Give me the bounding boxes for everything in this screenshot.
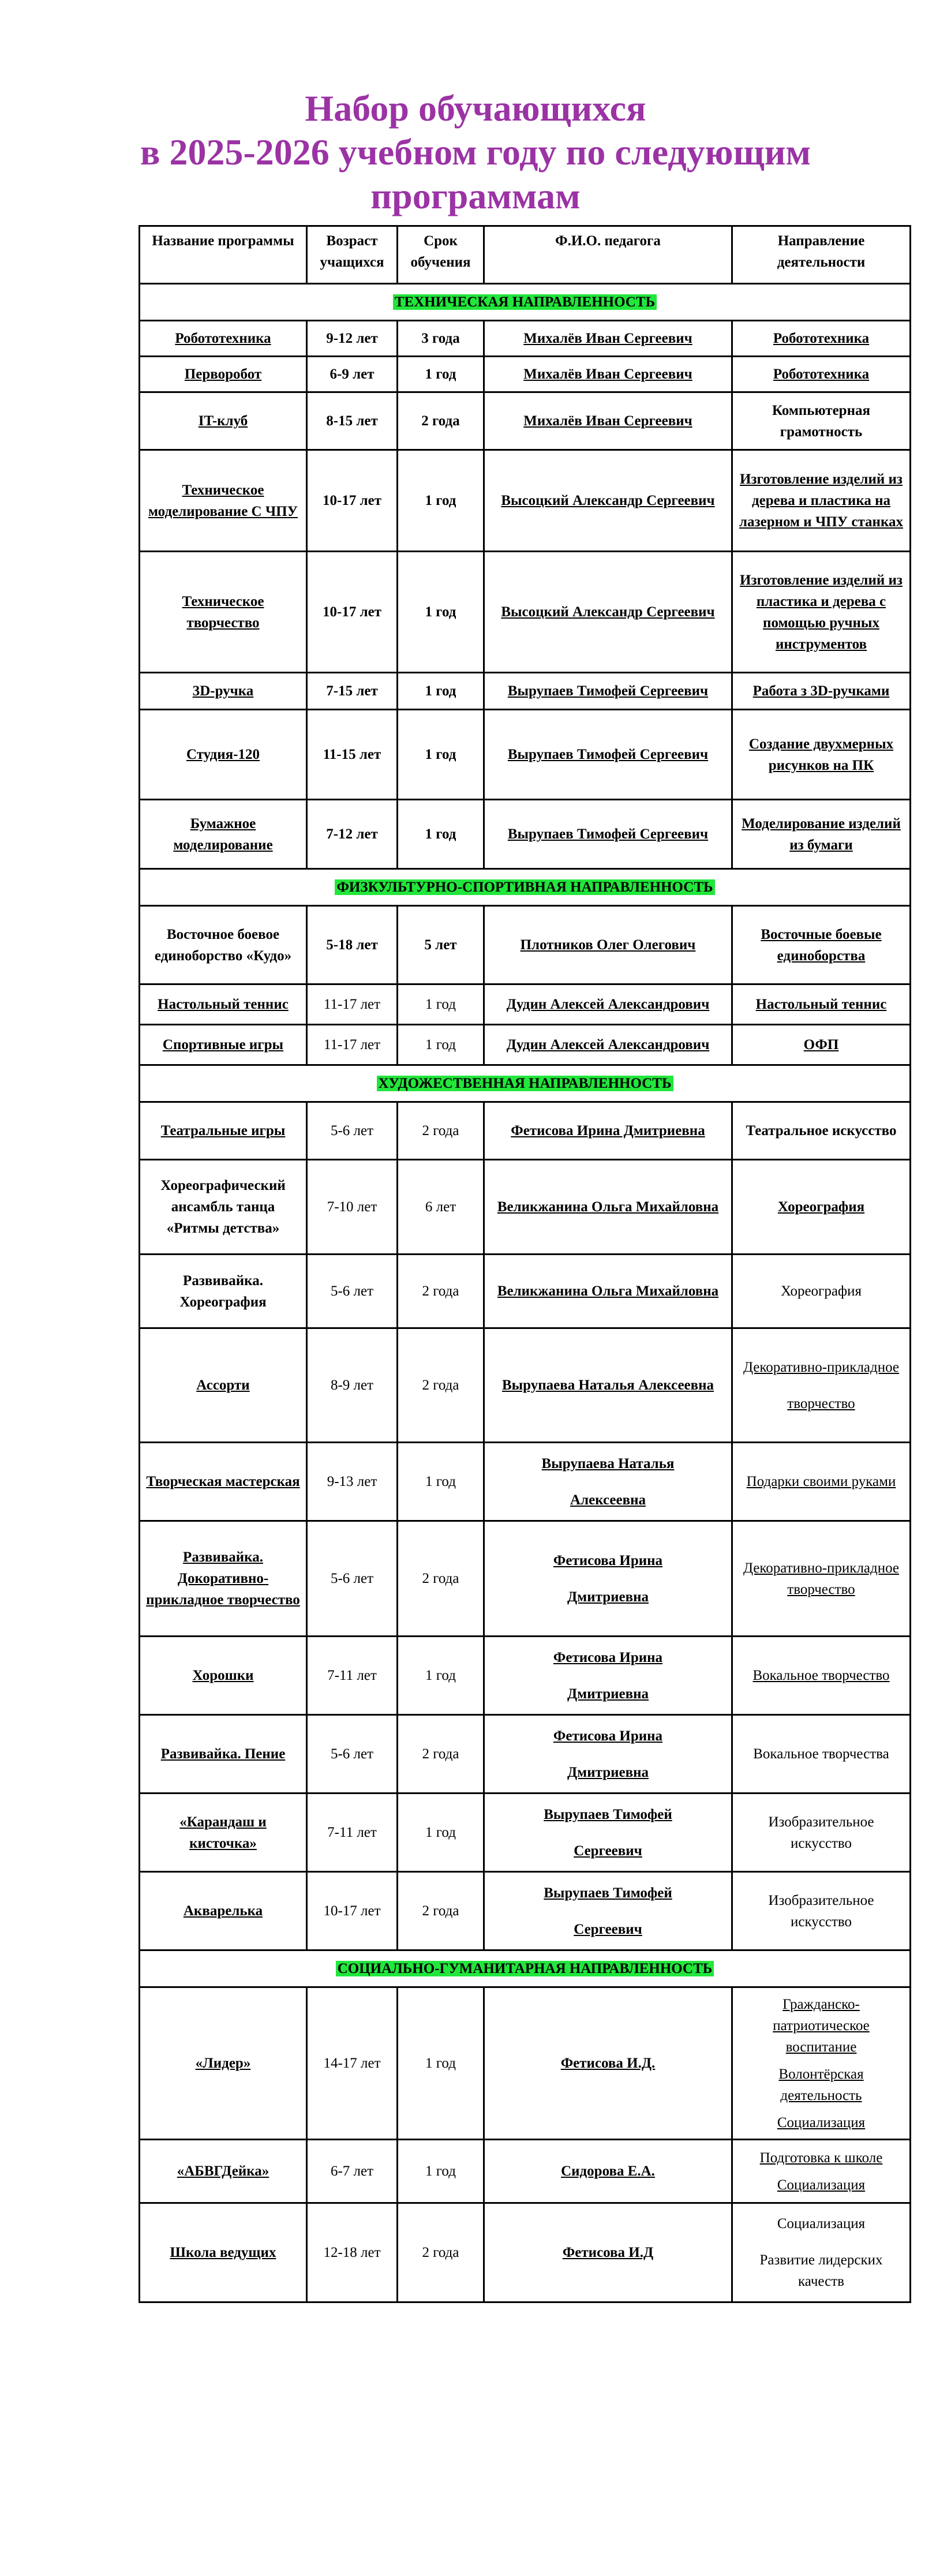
table-row [140, 1443, 911, 1521]
section-row [140, 1065, 911, 1102]
program-age: 8-9 лет [307, 1328, 398, 1443]
table-row [140, 552, 911, 673]
table-row [140, 1715, 911, 1794]
program-duration: 1 год [398, 357, 484, 392]
program-direction: Восточные боевые единоборства [732, 906, 911, 984]
program-teacher [484, 1872, 732, 1950]
program-age: 5-6 лет [307, 1715, 398, 1794]
program-direction [732, 1328, 911, 1443]
direction-line: Гражданско-патриотическое воспитание [773, 1996, 870, 2055]
program-teacher: Михалёв Иван Сергеевич [484, 357, 732, 392]
program-direction [732, 1987, 911, 2140]
table-row [140, 2203, 911, 2302]
program-duration: 1 год [398, 552, 484, 673]
teacher-line: Фетисова Ирина [553, 1552, 663, 1568]
program-age: 6-7 лет [307, 2140, 398, 2203]
program-age: 6-9 лет [307, 357, 398, 392]
program-direction: Хореография [732, 1255, 911, 1328]
program-duration: 1 год [398, 710, 484, 800]
program-duration: 1 год [398, 1025, 484, 1065]
section-art: ХУДОЖЕСТВЕННАЯ НАПРАВЛЕННОСТЬ [377, 1076, 673, 1091]
table-row [140, 1160, 911, 1255]
program-age: 7-11 лет [307, 1637, 398, 1715]
program-teacher [484, 1443, 732, 1521]
table-row [140, 984, 911, 1025]
header-teacher: Ф.И.О. педагога [484, 226, 732, 284]
teacher-line: Сергеевич [574, 1921, 642, 1937]
program-duration: 2 года [398, 1872, 484, 1950]
program-age: 10-17 лет [307, 1872, 398, 1950]
program-duration: 2 года [398, 1328, 484, 1443]
program-age: 5-6 лет [307, 1255, 398, 1328]
title-line-3: программам [370, 175, 581, 216]
program-age: 7-10 лет [307, 1160, 398, 1255]
program-direction: Вокальное творчество [732, 1637, 911, 1715]
table-row [140, 450, 911, 552]
header-duration: Срок обучения [398, 226, 484, 284]
program-age: 5-6 лет [307, 1521, 398, 1637]
program-age: 10-17 лет [307, 552, 398, 673]
table-row [140, 1255, 911, 1328]
program-teacher: Вырупаев Тимофей Сергеевич [484, 800, 732, 869]
direction-line: Социализация [777, 2114, 866, 2131]
program-direction: Изготовление изделий из дерева и пластика на лазерном и ЧПУ станках [732, 450, 911, 552]
program-teacher: Фетисова И.Д [484, 2203, 732, 2302]
program-name: Школа ведущих [140, 2203, 307, 2302]
program-age: 11-17 лет [307, 984, 398, 1025]
program-duration: 6 лет [398, 1160, 484, 1255]
program-teacher: Вырупаев Тимофей Сергеевич [484, 673, 732, 710]
section-technical: ТЕХНИЧЕСКАЯ НАПРАВЛЕННОСТЬ [393, 294, 657, 310]
program-direction: Хореография [732, 1160, 911, 1255]
teacher-line: Вырупаев Тимофей [544, 1885, 672, 1901]
table-row [140, 906, 911, 984]
program-age: 9-12 лет [307, 321, 398, 357]
table-row [140, 357, 911, 392]
table-row [140, 1637, 911, 1715]
program-teacher: Михалёв Иван Сергеевич [484, 392, 732, 450]
program-teacher: Высоцкий Александр Сергеевич [484, 552, 732, 673]
program-direction [732, 2140, 911, 2203]
program-teacher: Вырупаева Наталья Алексеевна [484, 1328, 732, 1443]
program-direction [732, 2203, 911, 2302]
section-row [140, 869, 911, 906]
program-teacher: Михалёв Иван Сергеевич [484, 321, 732, 357]
program-name: Бумажное моделирование [140, 800, 307, 869]
program-name: Театральные игры [140, 1102, 307, 1160]
table-row [140, 1987, 911, 2140]
teacher-line: Сергеевич [574, 1843, 642, 1859]
program-direction: Работа з 3D-ручками [732, 673, 911, 710]
program-duration: 5 лет [398, 906, 484, 984]
table-row [140, 1328, 911, 1443]
header-direction: Направление деятельности [732, 226, 911, 284]
program-age: 11-17 лет [307, 1025, 398, 1065]
program-teacher: Великжанина Ольга Михайловна [484, 1160, 732, 1255]
table-row [140, 710, 911, 800]
program-name: IT-клуб [140, 392, 307, 450]
program-teacher: Вырупаев Тимофей Сергеевич [484, 710, 732, 800]
program-name: Восточное боевое единоборство «Кудо» [140, 906, 307, 984]
program-name: Развивайка. Докоративно-прикладное творчество [140, 1521, 307, 1637]
table-row [140, 2140, 911, 2203]
program-direction: Изобразительное искусство [732, 1794, 911, 1872]
program-teacher: Сидорова Е.А. [484, 2140, 732, 2203]
program-age: 14-17 лет [307, 1987, 398, 2140]
program-direction: Изготовление изделий из пластика и дерева с помощью ручных инструментов [732, 552, 911, 673]
program-duration: 2 года [398, 1102, 484, 1160]
program-duration: 1 год [398, 1987, 484, 2140]
direction-line: Подготовка к школе [759, 2150, 883, 2166]
direction-line: творчество [787, 1395, 855, 1411]
teacher-line: Вырупаев Тимофей [544, 1806, 672, 1822]
section-social: СОЦИАЛЬНО-ГУМАНИТАРНАЯ НАПРАВЛЕННОСТЬ [336, 1961, 714, 1976]
program-duration: 2 года [398, 1715, 484, 1794]
program-duration: 1 год [398, 800, 484, 869]
program-duration: 1 год [398, 673, 484, 710]
teacher-line: Фетисова Ирина [553, 1649, 663, 1665]
header-name: Название программы [140, 226, 307, 284]
program-teacher: Высоцкий Александр Сергеевич [484, 450, 732, 552]
program-duration: 2 года [398, 2203, 484, 2302]
program-name: 3D-ручка [140, 673, 307, 710]
program-teacher: Дудин Алексей Александрович [484, 984, 732, 1025]
program-direction: Создание двухмерных рисунков на ПК [732, 710, 911, 800]
program-name: «АБВГДейка» [140, 2140, 307, 2203]
program-direction: Подарки своими руками [732, 1443, 911, 1521]
program-duration: 1 год [398, 1794, 484, 1872]
program-teacher [484, 1521, 732, 1637]
program-name: Развивайка. Пение [140, 1715, 307, 1794]
program-teacher: Великжанина Ольга Михайловна [484, 1255, 732, 1328]
program-name: Студия-120 [140, 710, 307, 800]
teacher-line: Дмитриевна [567, 1764, 649, 1780]
program-name: Техническое моделирование С ЧПУ [140, 450, 307, 552]
table-row [140, 1794, 911, 1872]
program-name: Ассорти [140, 1328, 307, 1443]
program-duration: 2 года [398, 392, 484, 450]
program-duration: 2 года [398, 1521, 484, 1637]
program-age: 7-11 лет [307, 1794, 398, 1872]
program-age: 7-15 лет [307, 673, 398, 710]
program-teacher [484, 1794, 732, 1872]
teacher-line: Дмитриевна [567, 1589, 649, 1605]
program-name: Творческая мастерская [140, 1443, 307, 1521]
program-duration: 1 год [398, 984, 484, 1025]
program-name: Акварелька [140, 1872, 307, 1950]
program-age: 10-17 лет [307, 450, 398, 552]
program-duration: 3 года [398, 321, 484, 357]
program-teacher: Фетисова И.Д. [484, 1987, 732, 2140]
table-row [140, 673, 911, 710]
program-name: Развивайка. Хореография [140, 1255, 307, 1328]
program-teacher: Фетисова Ирина Дмитриевна [484, 1102, 732, 1160]
table-row [140, 1102, 911, 1160]
header-age: Возраст учащихся [307, 226, 398, 284]
teacher-line: Вырупаева Наталья [541, 1455, 675, 1472]
direction-line: Волонтёрская деятельность [778, 2066, 864, 2103]
program-duration: 2 года [398, 1255, 484, 1328]
direction-line: Социализация [777, 2177, 866, 2193]
program-direction: Робототехника [732, 321, 911, 357]
direction-line: Развитие лидерских качеств [759, 2252, 883, 2289]
program-age: 5-6 лет [307, 1102, 398, 1160]
teacher-line: Дмитриевна [567, 1686, 649, 1702]
program-direction: Компьютерная грамотность [732, 392, 911, 450]
program-name: «Лидер» [140, 1987, 307, 2140]
program-age: 5-18 лет [307, 906, 398, 984]
program-name: Спортивные игры [140, 1025, 307, 1065]
teacher-line: Фетисова Ирина [553, 1728, 663, 1744]
program-name: Хореографический ансамбль танца «Ритмы детства» [140, 1160, 307, 1255]
program-name: Хорошки [140, 1637, 307, 1715]
program-name: Робототехника [140, 321, 307, 357]
title-line-2: в 2025-2026 учебном году по следующим [140, 132, 811, 173]
program-name: Техническое творчество [140, 552, 307, 673]
program-direction: ОФП [732, 1025, 911, 1065]
program-age: 8-15 лет [307, 392, 398, 450]
teacher-line: Алексеевна [570, 1492, 646, 1508]
programs-table [138, 225, 911, 2303]
program-direction: Моделирование изделий из бумаги [732, 800, 911, 869]
program-duration: 1 год [398, 2140, 484, 2203]
program-direction: Театральное искусство [732, 1102, 911, 1160]
program-age: 9-13 лет [307, 1443, 398, 1521]
page-title [0, 87, 951, 218]
table-header-row [140, 226, 911, 284]
program-teacher [484, 1715, 732, 1794]
direction-line: Декоративно-прикладное [743, 1359, 900, 1375]
program-teacher: Дудин Алексей Александрович [484, 1025, 732, 1065]
program-teacher: Плотников Олег Олегович [484, 906, 732, 984]
table-row [140, 321, 911, 357]
table-row [140, 1872, 911, 1950]
program-duration: 1 год [398, 450, 484, 552]
program-direction: Декоративно-прикладное творчество [732, 1521, 911, 1637]
program-name: Перворобот [140, 357, 307, 392]
section-row [140, 284, 911, 321]
table-row [140, 800, 911, 869]
title-line-1: Набор обучающихся [305, 88, 646, 129]
program-name: Настольный теннис [140, 984, 307, 1025]
program-direction: Вокальное творчества [732, 1715, 911, 1794]
program-age: 11-15 лет [307, 710, 398, 800]
table-row [140, 1025, 911, 1065]
section-sport: ФИЗКУЛЬТУРНО-СПОРТИВНАЯ НАПРАВЛЕННОСТЬ [335, 879, 714, 895]
section-row [140, 1950, 911, 1987]
program-direction: Робототехника [732, 357, 911, 392]
table-row [140, 1521, 911, 1637]
table-row [140, 392, 911, 450]
program-duration: 1 год [398, 1443, 484, 1521]
program-age: 12-18 лет [307, 2203, 398, 2302]
program-name: «Карандаш и кисточка» [140, 1794, 307, 1872]
program-duration: 1 год [398, 1637, 484, 1715]
program-age: 7-12 лет [307, 800, 398, 869]
program-direction: Изобразительное искусство [732, 1872, 911, 1950]
direction-line: Социализация [777, 2216, 866, 2231]
program-teacher [484, 1637, 732, 1715]
program-direction: Настольный теннис [732, 984, 911, 1025]
